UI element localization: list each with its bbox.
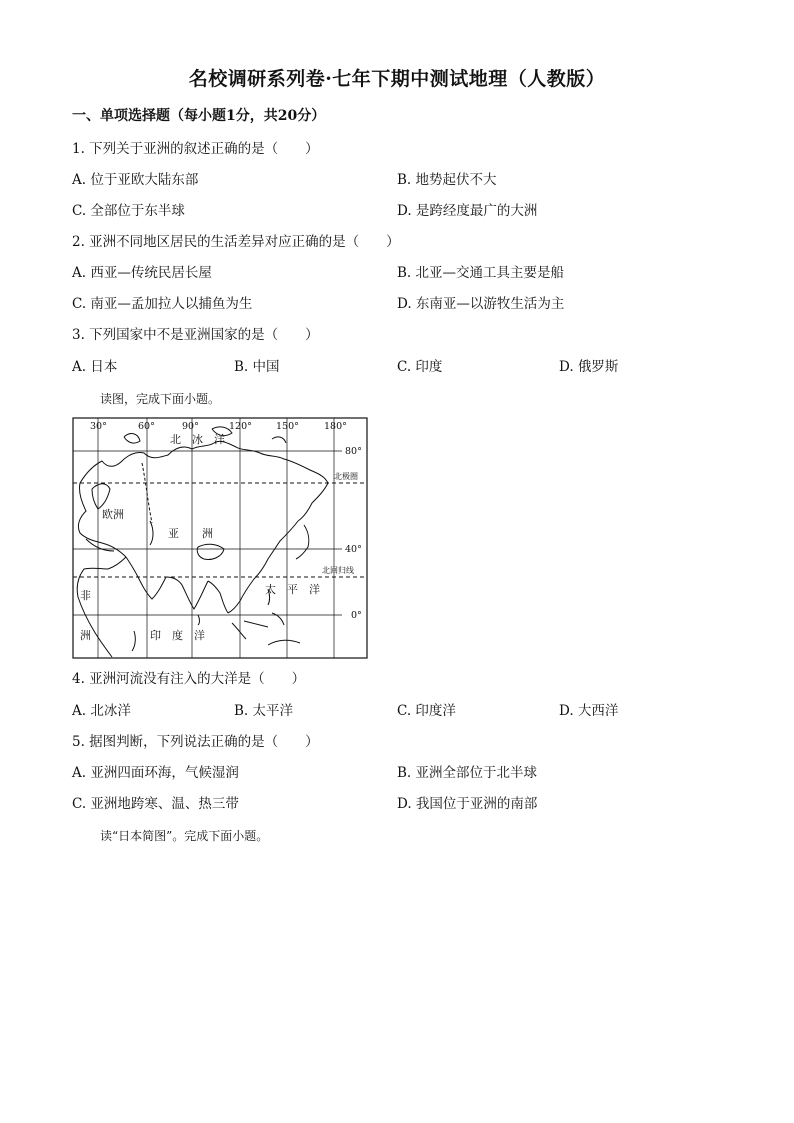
europe-label: 欧洲: [102, 508, 124, 521]
question-2-option-c: C. 南亚—孟加拉人以捕鱼为生: [72, 296, 253, 312]
question-2-option-a: A. 西亚—传统民居长屋: [72, 265, 212, 281]
tropic-of-cancer-label: 北回归线: [322, 566, 354, 575]
question-1-option-a: A. 位于亚欧大陆东部: [72, 172, 199, 188]
question-2-stem: 2. 亚洲不同地区居民的生活差异对应正确的是（ ）: [72, 234, 400, 250]
africa-label-1: 非: [80, 589, 91, 602]
asia-label-2: 洲: [202, 527, 213, 540]
lon-label-90: 90°: [182, 421, 199, 432]
arctic-circle-label: 北极圈: [334, 472, 358, 481]
lat-label-0: 0°: [351, 610, 362, 621]
question-3-option-c: C. 印度: [397, 359, 443, 375]
question-1-option-c: C. 全部位于东半球: [72, 203, 185, 219]
question-1-stem: 1. 下列关于亚洲的叙述正确的是（ ）: [72, 141, 319, 157]
question-5-stem: 5. 据图判断，下列说法正确的是（ ）: [72, 734, 319, 750]
lat-label-80: 80°: [345, 446, 362, 457]
asia-map-figure: [72, 417, 368, 659]
lon-label-30: 30°: [90, 421, 107, 432]
question-3-option-d: D. 俄罗斯: [559, 359, 619, 375]
asia-label-1: 亚: [168, 527, 179, 540]
section-heading: 一、单项选择题（每小题1分，共20分）: [72, 108, 326, 124]
question-4-stem: 4. 亚洲河流没有注入的大洋是（ ）: [72, 671, 306, 687]
lon-label-180: 180°: [324, 421, 347, 432]
question-4-option-b: B. 太平洋: [234, 703, 294, 719]
question-2-option-b: B. 北亚—交通工具主要是船: [397, 265, 565, 281]
arctic-ocean-label: 北 冰 洋: [170, 433, 225, 446]
question-4-option-a: A. 北冰洋: [72, 703, 131, 719]
lat-label-40: 40°: [345, 544, 362, 555]
indian-ocean-label: 印 度 洋: [150, 629, 205, 642]
question-5-option-d: D. 我国位于亚洲的南部: [397, 796, 538, 812]
africa-label-2: 洲: [80, 629, 91, 642]
question-4-option-c: C. 印度洋: [397, 703, 456, 719]
pacific-ocean-label: 太 平 洋: [265, 583, 320, 596]
map-instruction: 读图，完成下面小题。: [100, 392, 221, 406]
map-frame: [73, 418, 367, 658]
question-3-option-a: A. 日本: [72, 359, 118, 375]
lon-label-60: 60°: [138, 421, 155, 432]
japan-map-instruction: 读“日本简图”。完成下面小题。: [100, 829, 269, 843]
lon-label-120: 120°: [229, 421, 252, 432]
question-1-option-d: D. 是跨经度最广的大洲: [397, 203, 538, 219]
question-5-option-c: C. 亚洲地跨寒、温、热三带: [72, 796, 239, 812]
question-5-option-a: A. 亚洲四面环海，气候湿润: [72, 765, 239, 781]
question-2-option-d: D. 东南亚—以游牧生活为主: [397, 296, 565, 312]
question-3-option-b: B. 中国: [234, 359, 280, 375]
lon-label-150: 150°: [276, 421, 299, 432]
question-4-option-d: D. 大西洋: [559, 703, 619, 719]
question-5-option-b: B. 亚洲全部位于北半球: [397, 765, 538, 781]
question-1-option-b: B. 地势起伏不大: [397, 172, 497, 188]
page-title: 名校调研系列卷·七年下期中测试地理（人教版）: [188, 68, 606, 90]
question-3-stem: 3. 下列国家中不是亚洲国家的是（ ）: [72, 327, 319, 343]
